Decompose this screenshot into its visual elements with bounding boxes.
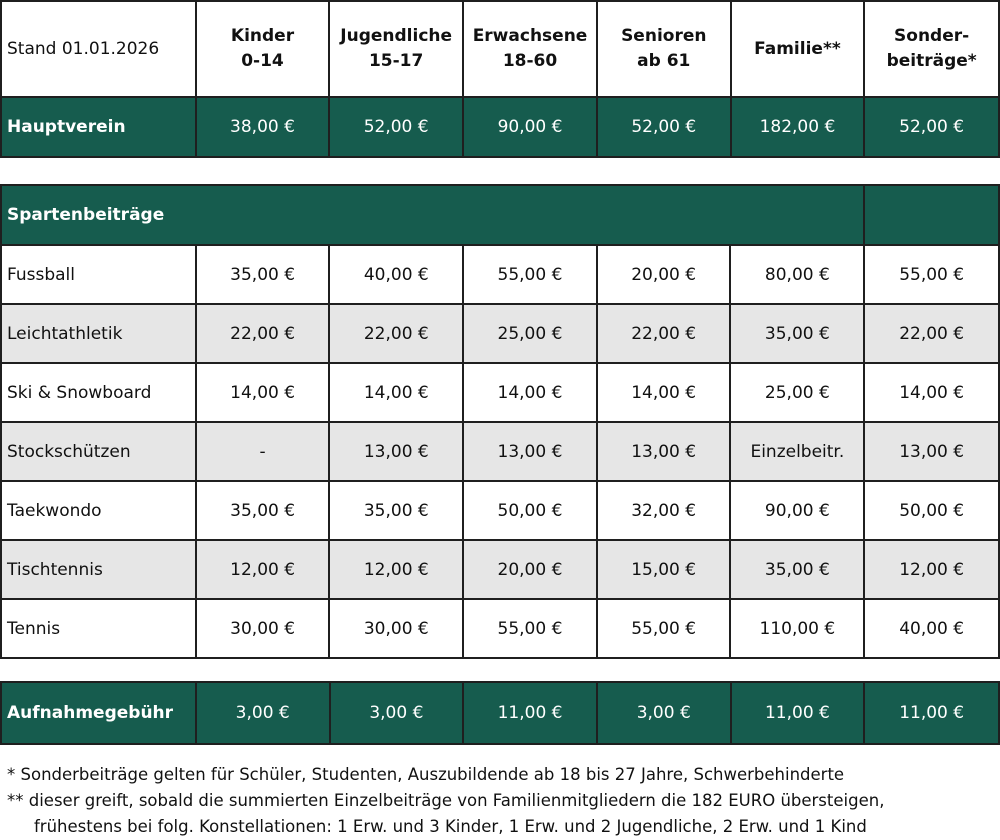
- stand-date: Stand 01.01.2026: [1, 1, 196, 97]
- fee-cell: 22,00 €: [196, 304, 330, 363]
- fee-cell: 90,00 €: [730, 481, 864, 540]
- fee-cell: 55,00 €: [463, 599, 597, 658]
- aufnahme-row: [1, 682, 999, 744]
- fee-table-sparten: [0, 184, 1000, 659]
- fee-cell: 110,00 €: [730, 599, 864, 658]
- fee-cell: 12,00 €: [196, 540, 330, 599]
- fee-cell: 3,00 €: [597, 682, 731, 744]
- footnote-familie-continued: frühestens bei folg. Konstellationen: 1 Erw. und 3 Kinder, 1 Erw. und 2 Jugendliche, 2 Erw. und 1 Kind: [34, 817, 867, 836]
- fee-cell: 25,00 €: [730, 363, 864, 422]
- fee-cell: 14,00 €: [463, 363, 597, 422]
- fee-cell: 30,00 €: [196, 599, 330, 658]
- fee-cell: 13,00 €: [463, 422, 597, 481]
- fee-cell: 20,00 €: [597, 245, 731, 304]
- sparte-row: [1, 422, 999, 481]
- hauptverein-row: [1, 97, 999, 157]
- footnotes: [7, 762, 884, 840]
- col-header-kinder: Kinder 0-14: [196, 1, 330, 97]
- col-header-jugendliche: Jugendliche 15-17: [329, 1, 463, 97]
- fee-cell: 35,00 €: [329, 481, 463, 540]
- row-label: Fussball: [1, 245, 196, 304]
- fee-cell: 52,00 €: [864, 97, 999, 157]
- sparte-row: [1, 304, 999, 363]
- fee-cell: 35,00 €: [196, 481, 330, 540]
- footnote-sonderbeitraege: * Sonderbeiträge gelten für Schüler, Studenten, Auszubildende ab 18 bis 27 Jahre, Schwerbehinderte: [7, 765, 845, 784]
- fee-cell: 11,00 €: [731, 682, 865, 744]
- fee-cell: 35,00 €: [730, 540, 864, 599]
- fee-cell: 38,00 €: [196, 97, 330, 157]
- fee-cell: 14,00 €: [196, 363, 330, 422]
- fee-cell: Einzelbeitr.: [730, 422, 864, 481]
- fee-cell: 12,00 €: [329, 540, 463, 599]
- row-label: Stockschützen: [1, 422, 196, 481]
- row-label: Leichtathletik: [1, 304, 196, 363]
- sparte-row: [1, 599, 999, 658]
- fee-cell: 3,00 €: [330, 682, 464, 744]
- fee-cell: 52,00 €: [329, 97, 463, 157]
- fee-cell: 52,00 €: [597, 97, 731, 157]
- fee-cell: 40,00 €: [864, 599, 999, 658]
- fee-cell: 50,00 €: [864, 481, 999, 540]
- fee-cell: 35,00 €: [196, 245, 330, 304]
- sparte-row: [1, 481, 999, 540]
- col-header-sonderbeitraege: Sonder- beiträge*: [864, 1, 999, 97]
- fee-cell: 14,00 €: [597, 363, 731, 422]
- row-label: Tischtennis: [1, 540, 196, 599]
- sparten-rows: [1, 245, 999, 658]
- fee-cell: 55,00 €: [463, 245, 597, 304]
- fee-cell: 80,00 €: [730, 245, 864, 304]
- fee-cell: 14,00 €: [864, 363, 999, 422]
- fee-cell: 32,00 €: [597, 481, 731, 540]
- row-label: Aufnahmegebühr: [1, 682, 196, 744]
- fee-cell: 11,00 €: [463, 682, 597, 744]
- fee-table-aufnahme: [0, 681, 1000, 745]
- fee-cell: -: [196, 422, 330, 481]
- col-header-erwachsene: Erwachsene 18-60: [463, 1, 597, 97]
- row-label: Taekwondo: [1, 481, 196, 540]
- section-title-empty: [864, 185, 999, 245]
- row-label: Ski & Snowboard: [1, 363, 196, 422]
- sparte-row: [1, 540, 999, 599]
- fee-cell: 22,00 €: [597, 304, 731, 363]
- row-label: Tennis: [1, 599, 196, 658]
- fee-cell: 182,00 €: [731, 97, 865, 157]
- fee-table-main: [0, 0, 1000, 158]
- fee-cell: 55,00 €: [864, 245, 999, 304]
- fee-cell: 25,00 €: [463, 304, 597, 363]
- col-header-familie: Familie**: [731, 1, 865, 97]
- fee-cell: 20,00 €: [463, 540, 597, 599]
- col-header-senioren: Senioren ab 61: [597, 1, 731, 97]
- row-label: Hauptverein: [1, 97, 196, 157]
- fee-cell: 50,00 €: [463, 481, 597, 540]
- fee-cell: 13,00 €: [597, 422, 731, 481]
- header-row: [1, 1, 999, 97]
- sparten-title-row: [1, 185, 999, 245]
- fee-cell: 40,00 €: [329, 245, 463, 304]
- fee-cell: 11,00 €: [864, 682, 999, 744]
- section-title: Spartenbeiträge: [1, 185, 864, 245]
- fee-cell: 22,00 €: [329, 304, 463, 363]
- fee-cell: 90,00 €: [463, 97, 597, 157]
- fee-cell: 13,00 €: [864, 422, 999, 481]
- fee-cell: 14,00 €: [329, 363, 463, 422]
- fee-cell: 13,00 €: [329, 422, 463, 481]
- fee-cell: 55,00 €: [597, 599, 731, 658]
- fee-cell: 30,00 €: [329, 599, 463, 658]
- sparte-row: [1, 363, 999, 422]
- fee-cell: 12,00 €: [864, 540, 999, 599]
- fee-cell: 15,00 €: [597, 540, 731, 599]
- footnote-familie: ** dieser greift, sobald die summierten Einzelbeiträge von Familienmitgliedern die 182 EURO übersteigen,: [7, 791, 885, 810]
- fee-cell: 35,00 €: [730, 304, 864, 363]
- fee-cell: 22,00 €: [864, 304, 999, 363]
- fee-cell: 3,00 €: [196, 682, 330, 744]
- sparte-row: [1, 245, 999, 304]
